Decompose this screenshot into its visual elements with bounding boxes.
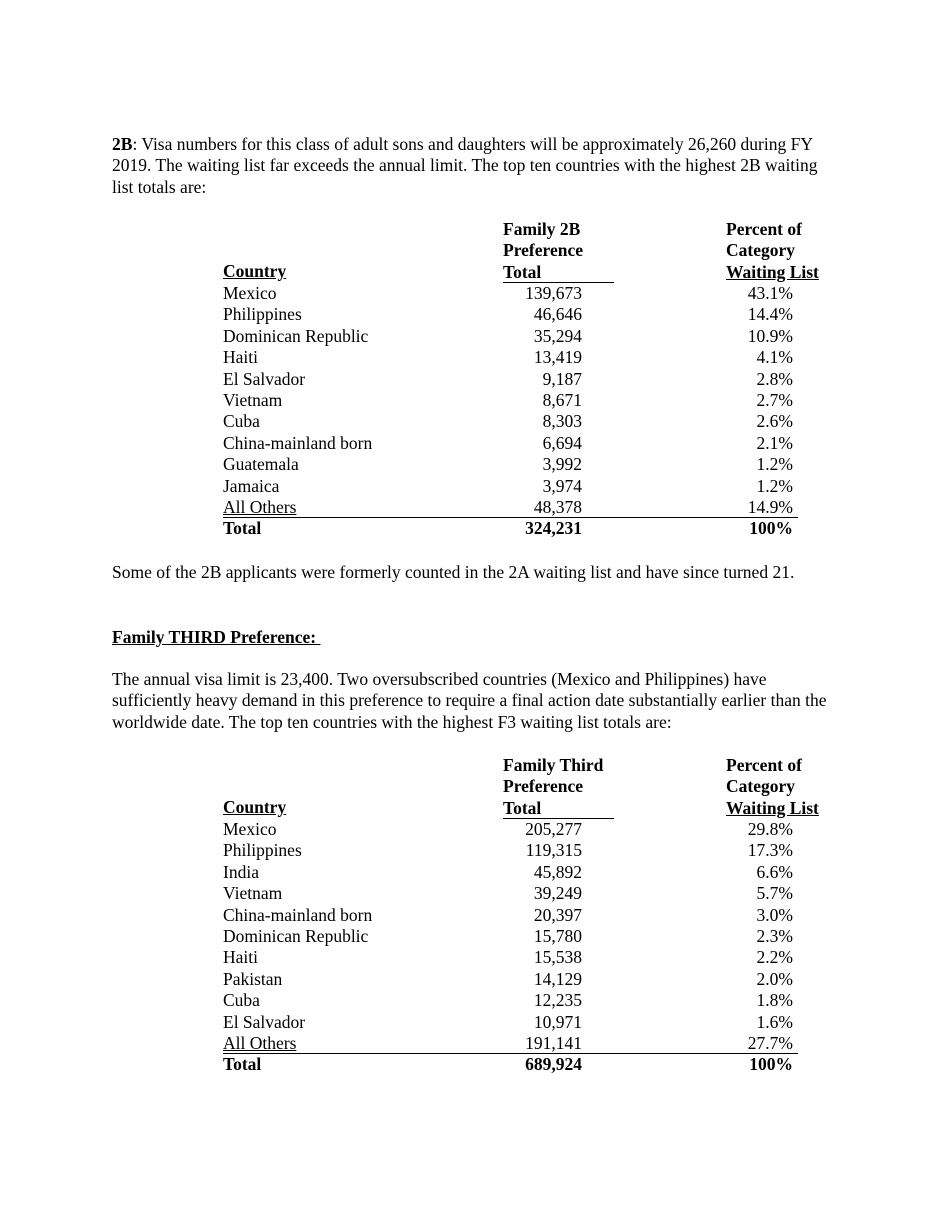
country-cell: Guatemala xyxy=(223,454,299,475)
total-cell: 3,992 xyxy=(542,454,582,475)
country-cell: Vietnam xyxy=(223,883,283,904)
total-cell: 14,129 xyxy=(533,968,582,989)
table-row xyxy=(223,476,833,497)
intro-2b-label: 2B xyxy=(112,134,133,154)
country-cell: India xyxy=(223,861,259,882)
percent-cell: 3.0% xyxy=(756,904,793,925)
table-f3-header-pct-line2: Category xyxy=(726,776,796,797)
f3-section-heading: Family THIRD Preference: xyxy=(112,627,321,647)
total-value-cell: 324,231 xyxy=(525,518,582,539)
total-cell: 10,971 xyxy=(533,1011,582,1032)
table-2b xyxy=(223,219,833,540)
country-cell: China-mainland born xyxy=(223,904,373,925)
table-2b-header-country: Country xyxy=(223,261,287,281)
total-value-cell: 689,924 xyxy=(525,1054,582,1075)
f3-intro-paragraph: The annual visa limit is 23,400. Two oversubscribed countries (Mexico and Philippines) have sufficiently heavy demand in this preference to require a final action date substantially earlier than the worldwide date. The top ten countries with the highest F3 waiting list totals are: xyxy=(112,669,827,732)
table-f3-header-percent xyxy=(726,755,819,819)
note-2b-paragraph: Some of the 2B applicants were formerly counted in the 2A waiting list and have since turned 21. xyxy=(112,562,795,582)
total-cell: 3,974 xyxy=(542,475,582,496)
total-cell: 45,892 xyxy=(533,861,582,882)
table-row xyxy=(223,840,833,861)
percent-cell: 1.8% xyxy=(756,990,793,1011)
percent-cell: 2.0% xyxy=(756,968,793,989)
total-cell: 39,249 xyxy=(533,883,582,904)
total-cell: 8,671 xyxy=(542,389,582,410)
country-cell: Haiti xyxy=(223,347,258,368)
table-f3 xyxy=(223,755,833,1076)
percent-cell: 27.7% xyxy=(747,1032,793,1053)
table-f3-header-total-line3: Total xyxy=(503,799,614,819)
table-f3-header-total-line2: Preference xyxy=(503,776,583,797)
percent-cell: 10.9% xyxy=(747,325,793,346)
total-cell: 48,378 xyxy=(533,496,582,517)
table-2b-header-total-line1: Family 2B xyxy=(503,219,581,239)
country-cell: All Others xyxy=(223,1032,297,1053)
total-cell: 46,646 xyxy=(533,304,582,325)
percent-cell: 2.3% xyxy=(756,925,793,946)
country-cell: Pakistan xyxy=(223,968,283,989)
country-cell: All Others xyxy=(223,496,297,517)
total-cell: 139,673 xyxy=(525,283,582,303)
country-cell: Jamaica xyxy=(223,475,280,496)
country-cell: Dominican Republic xyxy=(223,325,369,346)
total-cell: 20,397 xyxy=(533,904,582,925)
country-cell: Philippines xyxy=(223,840,302,861)
country-cell: Cuba xyxy=(223,990,260,1011)
country-cell: El Salvador xyxy=(223,368,306,389)
table-f3-header-pct-line1: Percent of xyxy=(726,755,802,775)
percent-cell: 2.8% xyxy=(756,368,793,389)
table-row xyxy=(223,883,833,904)
country-cell: Mexico xyxy=(223,283,277,303)
table-2b-header-pct-line3: Waiting List xyxy=(726,261,819,282)
table-row xyxy=(223,947,833,968)
table-row xyxy=(223,819,833,840)
table-row xyxy=(223,990,833,1011)
table-row xyxy=(223,347,833,368)
table-2b-header-percent xyxy=(726,219,819,283)
percent-cell: 1.6% xyxy=(756,1011,793,1032)
country-cell: Cuba xyxy=(223,411,260,432)
total-cell: 15,780 xyxy=(533,925,582,946)
table-f3-header-total-line1: Family Third xyxy=(503,755,604,775)
total-cell: 12,235 xyxy=(533,990,582,1011)
total-cell: 15,538 xyxy=(533,947,582,968)
total-cell: 191,141 xyxy=(525,1032,582,1053)
table-row xyxy=(223,1012,833,1033)
country-cell: El Salvador xyxy=(223,1011,306,1032)
table-row xyxy=(223,969,833,990)
table-row xyxy=(223,304,833,325)
table-row-all-others xyxy=(223,1033,833,1054)
country-cell: Dominican Republic xyxy=(223,925,369,946)
table-row xyxy=(223,326,833,347)
percent-cell: 43.1% xyxy=(747,283,793,303)
country-cell: Haiti xyxy=(223,947,258,968)
country-cell: Philippines xyxy=(223,304,302,325)
country-cell: China-mainland born xyxy=(223,432,373,453)
total-cell: 13,419 xyxy=(533,347,582,368)
percent-cell: 2.7% xyxy=(756,389,793,410)
table-row-total xyxy=(223,1054,833,1075)
country-cell: Vietnam xyxy=(223,389,283,410)
table-2b-header-total-line3: Total xyxy=(503,263,614,283)
percent-cell: 2.1% xyxy=(756,432,793,453)
percent-cell: 2.6% xyxy=(756,411,793,432)
table-row xyxy=(223,390,833,411)
percent-cell: 1.2% xyxy=(756,454,793,475)
percent-cell: 17.3% xyxy=(747,840,793,861)
total-cell: 9,187 xyxy=(542,368,582,389)
table-row xyxy=(223,454,833,475)
percent-cell: 1.2% xyxy=(756,475,793,496)
table-row xyxy=(223,433,833,454)
table-f3-header xyxy=(223,755,833,819)
percent-cell: 4.1% xyxy=(756,347,793,368)
table-2b-header xyxy=(223,219,833,283)
table-2b-header-total-line2: Preference xyxy=(503,240,583,261)
total-percent-cell: 100% xyxy=(749,518,793,539)
table-2b-header-pct-line2: Category xyxy=(726,240,796,261)
table-f3-header-country: Country xyxy=(223,797,287,817)
table-2b-header-pct-line1: Percent of xyxy=(726,219,802,239)
total-cell: 8,303 xyxy=(542,411,582,432)
total-cell: 35,294 xyxy=(533,325,582,346)
table-f3-header-pct-line3: Waiting List xyxy=(726,797,819,818)
intro-2b-paragraph xyxy=(112,134,842,198)
table-row-all-others xyxy=(223,497,833,518)
country-cell: Mexico xyxy=(223,819,277,839)
percent-cell: 14.9% xyxy=(747,496,793,517)
table-row xyxy=(223,905,833,926)
percent-cell: 29.8% xyxy=(747,819,793,839)
intro-2b-text: : Visa numbers for this class of adult sons and daughters will be approximately 26,260 during FY 2019. The waiting list far exceeds the annual limit. The top ten countries with the highest 2B waiting list totals are: xyxy=(112,134,818,197)
table-row xyxy=(223,411,833,432)
table-2b-header-total xyxy=(503,219,614,283)
percent-cell: 5.7% xyxy=(756,883,793,904)
table-row xyxy=(223,862,833,883)
percent-cell: 14.4% xyxy=(747,304,793,325)
table-row xyxy=(223,369,833,390)
total-label-cell: Total xyxy=(223,518,262,539)
table-row xyxy=(223,283,833,304)
total-percent-cell: 100% xyxy=(749,1054,793,1075)
total-cell: 119,315 xyxy=(525,840,582,861)
table-row xyxy=(223,926,833,947)
percent-cell: 2.2% xyxy=(756,947,793,968)
percent-cell: 6.6% xyxy=(756,861,793,882)
table-f3-header-total xyxy=(503,755,614,819)
total-cell: 205,277 xyxy=(525,819,582,839)
total-cell: 6,694 xyxy=(542,432,582,453)
total-label-cell: Total xyxy=(223,1054,262,1075)
table-row-total xyxy=(223,518,833,539)
